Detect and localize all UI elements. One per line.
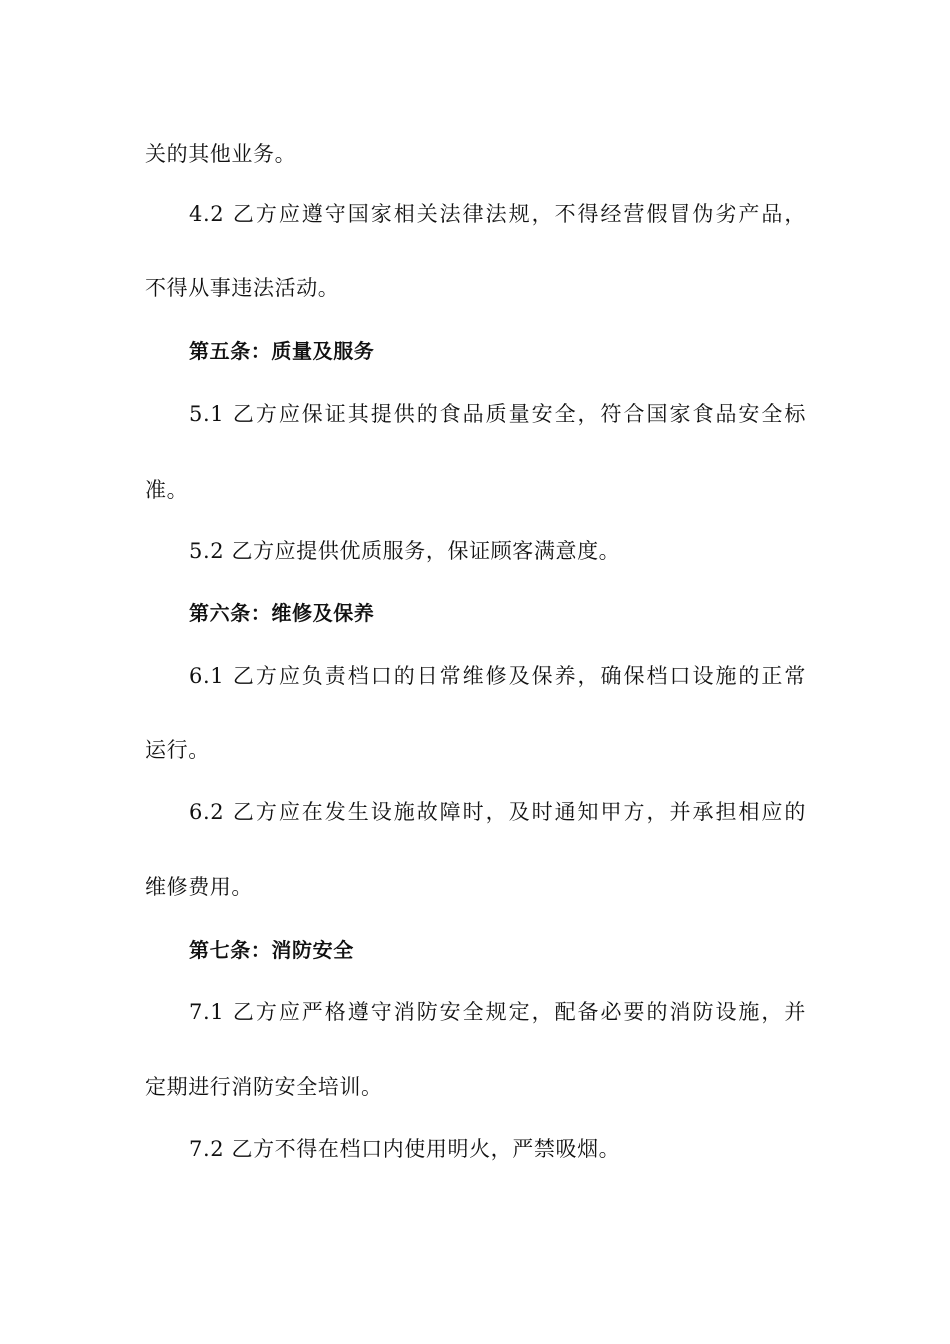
clause-text: 5.1 乙方应保证其提供的食品质量安全，符合国家食品安全标 — [189, 402, 806, 426]
clause-4-2-line-1 — [0, 199, 950, 229]
section-heading-7: 第七条：消防安全 — [189, 938, 354, 962]
clause-6-2-line-2: 维修费用。 — [145, 875, 253, 899]
clause-text: 4.2 乙方应遵守国家相关法律法规，不得经营假冒伪劣产品， — [189, 202, 806, 226]
clause-7-1-line-1 — [0, 997, 950, 1027]
section-heading-5: 第五条：质量及服务 — [189, 339, 375, 363]
section-heading-6: 第六条：维修及保养 — [189, 601, 375, 625]
clause-text: 7.1 乙方应严格遵守消防安全规定，配备必要的消防设施，并 — [189, 1000, 806, 1024]
clause-6-1-line-2: 运行。 — [145, 738, 210, 762]
clause-5-1-line-2: 准。 — [145, 478, 189, 502]
clause-text: 6.1 乙方应负责档口的日常维修及保养，确保档口设施的正常 — [189, 664, 806, 688]
paragraph-line: 关的其他业务。 — [145, 142, 297, 166]
clause-7-2: 7.2 乙方不得在档口内使用明火，严禁吸烟。 — [189, 1137, 621, 1161]
clause-6-1-line-1 — [0, 661, 950, 691]
clause-5-2: 5.2 乙方应提供优质服务，保证顾客满意度。 — [189, 539, 621, 563]
clause-7-1-line-2: 定期进行消防安全培训。 — [145, 1075, 383, 1099]
clause-text: 6.2 乙方应在发生设施故障时，及时通知甲方，并承担相应的 — [189, 800, 806, 824]
clause-4-2-line-2: 不得从事违法活动。 — [145, 276, 340, 300]
clause-5-1-line-1 — [0, 399, 950, 429]
clause-6-2-line-1 — [0, 797, 950, 827]
